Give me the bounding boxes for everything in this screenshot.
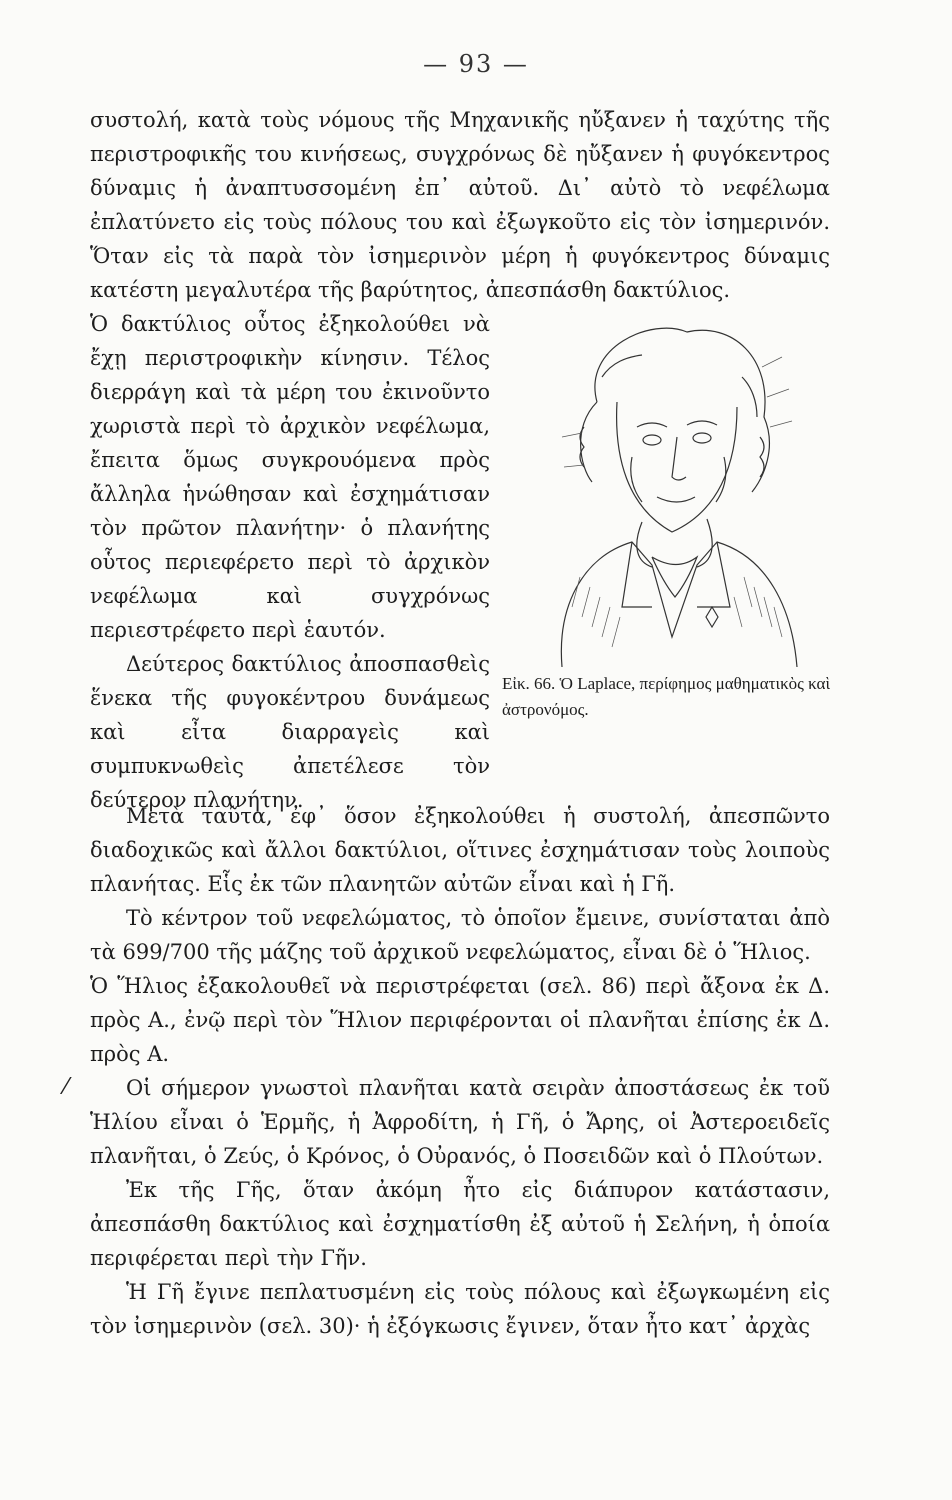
paragraph: συστολή, κατὰ τοὺς νόμους τῆς Μηχανικῆς ηὔξανεν ἡ ταχύτης τῆς περιστροφικῆς του κινήσεως, συγχρόνως δὲ ηὔξανεν ἡ φυγόκεντρος δύναμις ἡ ἀναπτυσσομένη ἐπ᾿ αὐτοῦ. Δι᾿ αὐτὸ τὸ νεφέλωμα ἐπλατύνετο εἰς τοὺς πόλους του καὶ ἐξωγκοῦτο εἰς τὸν ἰσημερινόν. Ὅταν εἰς τὰ παρὰ τὸν ἰσημερινὸν μέρη ἡ φυγόκεντρος δύναμις κατέστη μεγαλυτέρα τῆς βαρύτητος, ἀπεσπάσθη δακτύλιος. xyxy=(90,108,830,302)
paragraph: Ὁ Ἥλιος ἐξακολουθεῖ νὰ περιστρέφεται (σελ. 86) περὶ ἄξονα ἐκ Δ. πρὸς Α., ἐνῷ περὶ τὸν Ἥλιον περιφέρονται οἱ πλανῆται ἐπίσης ἐκ Δ. πρὸς Α. xyxy=(90,974,830,1066)
text-with-figure xyxy=(90,307,830,817)
paragraph: Ὁ δακτύλιος οὗτος ἐξηκολούθει νὰ ἔχῃ περιστροφικὴν κίνησιν. Τέλος διερράγη καὶ τὰ μέρη του ἐκινοῦντο χωριστὰ περὶ τὸ ἀρχικὸν νεφέλωμα, ἔπειτα ὅμως συγκρουόμενα πρὸς ἄλληλα ἡνώθησαν καὶ ἐσχημάτισαν τὸν πρῶτον πλανήτην· ὁ πλανήτης οὗτος περιεφέρετο περὶ τὸ ἀρχικὸν νεφέλωμα καὶ συγχρόνως περιεστρέφετο περὶ ἑαυτόν. xyxy=(90,312,490,642)
page-number: — 93 — xyxy=(423,50,529,78)
left-column xyxy=(90,307,490,817)
figure-caption: Εἰκ. 66. Ὁ Laplace, περίφημος μαθηματικὸς καὶ ἀστρονόμος. xyxy=(502,674,831,719)
margin-pencil-mark: ⁄ xyxy=(64,1075,68,1100)
paragraph: Ἐκ τῆς Γῆς, ὅταν ἀκόμη ἦτο εἰς διάπυρον κατάστασιν, ἀπεσπάσθη δακτύλιος καὶ ἐσχηματίσθη ἐξ αὐτοῦ ἡ Σελήνη, ἡ ὁποία περιφέρεται περὶ τὴν Γῆν. xyxy=(90,1178,830,1270)
paragraph: Οἱ σήμερον γνωστοὶ πλανῆται κατὰ σειρὰν ἀποστάσεως ἐκ τοῦ Ἡλίου εἶναι ὁ Ἑρμῆς, ἡ Ἀφροδίτη, ἡ Γῆ, ὁ Ἄρης, οἱ Ἀστεροειδεῖς πλανῆται, ὁ Ζεύς, ὁ Κρόνος, ὁ Οὐρανός, ὁ Ποσειδῶν καὶ ὁ Πλούτων. xyxy=(90,1076,830,1168)
body-text xyxy=(90,799,830,1343)
paragraph: Ἡ Γῆ ἔγινε πεπλατυσμένη εἰς τοὺς πόλους καὶ ἐξωγκωμένη εἰς τὸν ἰσημερινὸν (σελ. 30)· ἡ ἐξόγκωσις ἔγινεν, ὅταν ἦτο κατ᾿ ἀρχὰς xyxy=(90,1280,830,1338)
paragraph: Μετὰ ταῦτα, ἐφ᾿ ὅσον ἐξηκολούθει ἡ συστολή, ἀπεσπῶντο διαδοχικῶς καὶ ἄλλοι δακτύλιοι, οἵτινες ἐσχημάτισαν τοὺς λοιποὺς πλανήτας. Εἷς ἐκ τῶν πλανητῶν αὐτῶν εἶναι καὶ ἡ Γῆ. xyxy=(90,804,830,896)
figure xyxy=(502,307,832,747)
paragraph: Δεύτερος δακτύλιος ἀποσπασθεὶς ἕνεκα τῆς φυγοκέντρου δυνάμεως καὶ εἶτα διαρραγεὶς καὶ συμπυκνωθεὶς ἀπετέλεσε τὸν δεύτερον πλανήτην. xyxy=(90,652,490,812)
laplace-portrait-image xyxy=(502,307,832,667)
paragraph: Τὸ κέντρον τοῦ νεφελώματος, τὸ ὁποῖον ἔμεινε, συνίσταται ἀπὸ τὰ 699/700 τῆς μάζης τοῦ ἀρχικοῦ νεφελώματος, εἶναι δὲ ὁ Ἥλιος. xyxy=(90,906,830,964)
